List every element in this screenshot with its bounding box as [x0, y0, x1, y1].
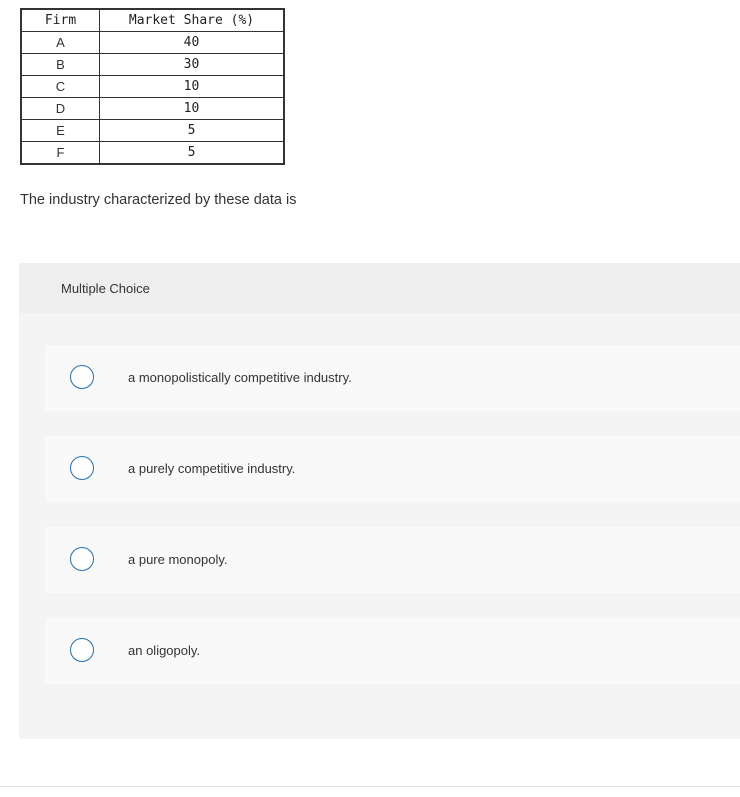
firm-cell: C — [21, 76, 100, 98]
answer-option-label[interactable]: an oligopoly. — [128, 643, 201, 658]
multiple-choice-panel — [19, 263, 740, 739]
table-row — [21, 120, 284, 142]
market-share-cell: 40 — [100, 32, 285, 54]
market-share-cell: 30 — [100, 54, 285, 76]
answer-option-monopolistic-competition[interactable] — [45, 345, 740, 411]
table-row — [21, 142, 284, 165]
column-header-market-share: Market Share (%) — [100, 9, 285, 32]
market-share-table — [20, 8, 285, 165]
multiple-choice-label: Multiple Choice — [61, 281, 150, 296]
bottom-divider — [0, 786, 740, 787]
radio-button-icon[interactable] — [70, 547, 94, 571]
market-share-cell: 5 — [100, 142, 285, 165]
market-share-cell: 5 — [100, 120, 285, 142]
answer-option-oligopoly[interactable] — [45, 618, 740, 684]
question-prompt: The industry characterized by these data is — [20, 192, 297, 208]
table-header-row — [21, 9, 284, 32]
table-row — [21, 54, 284, 76]
radio-button-icon[interactable] — [70, 456, 94, 480]
firm-cell: F — [21, 142, 100, 165]
multiple-choice-header — [19, 263, 740, 313]
column-header-firm: Firm — [21, 9, 100, 32]
market-share-cell: 10 — [100, 98, 285, 120]
table-row — [21, 32, 284, 54]
answer-option-label[interactable]: a purely competitive industry. — [128, 461, 296, 476]
radio-button-icon[interactable] — [70, 365, 94, 389]
firm-cell: D — [21, 98, 100, 120]
market-share-cell: 10 — [100, 76, 285, 98]
radio-button-icon[interactable] — [70, 638, 94, 662]
firm-cell: B — [21, 54, 100, 76]
firm-cell: A — [21, 32, 100, 54]
table-row — [21, 76, 284, 98]
answer-option-pure-competition[interactable] — [45, 436, 740, 502]
firm-cell: E — [21, 120, 100, 142]
answer-option-label[interactable]: a pure monopoly. — [128, 552, 228, 567]
answer-option-label[interactable]: a monopolistically competitive industry. — [128, 370, 352, 385]
table-row — [21, 98, 284, 120]
answer-option-pure-monopoly[interactable] — [45, 527, 740, 593]
